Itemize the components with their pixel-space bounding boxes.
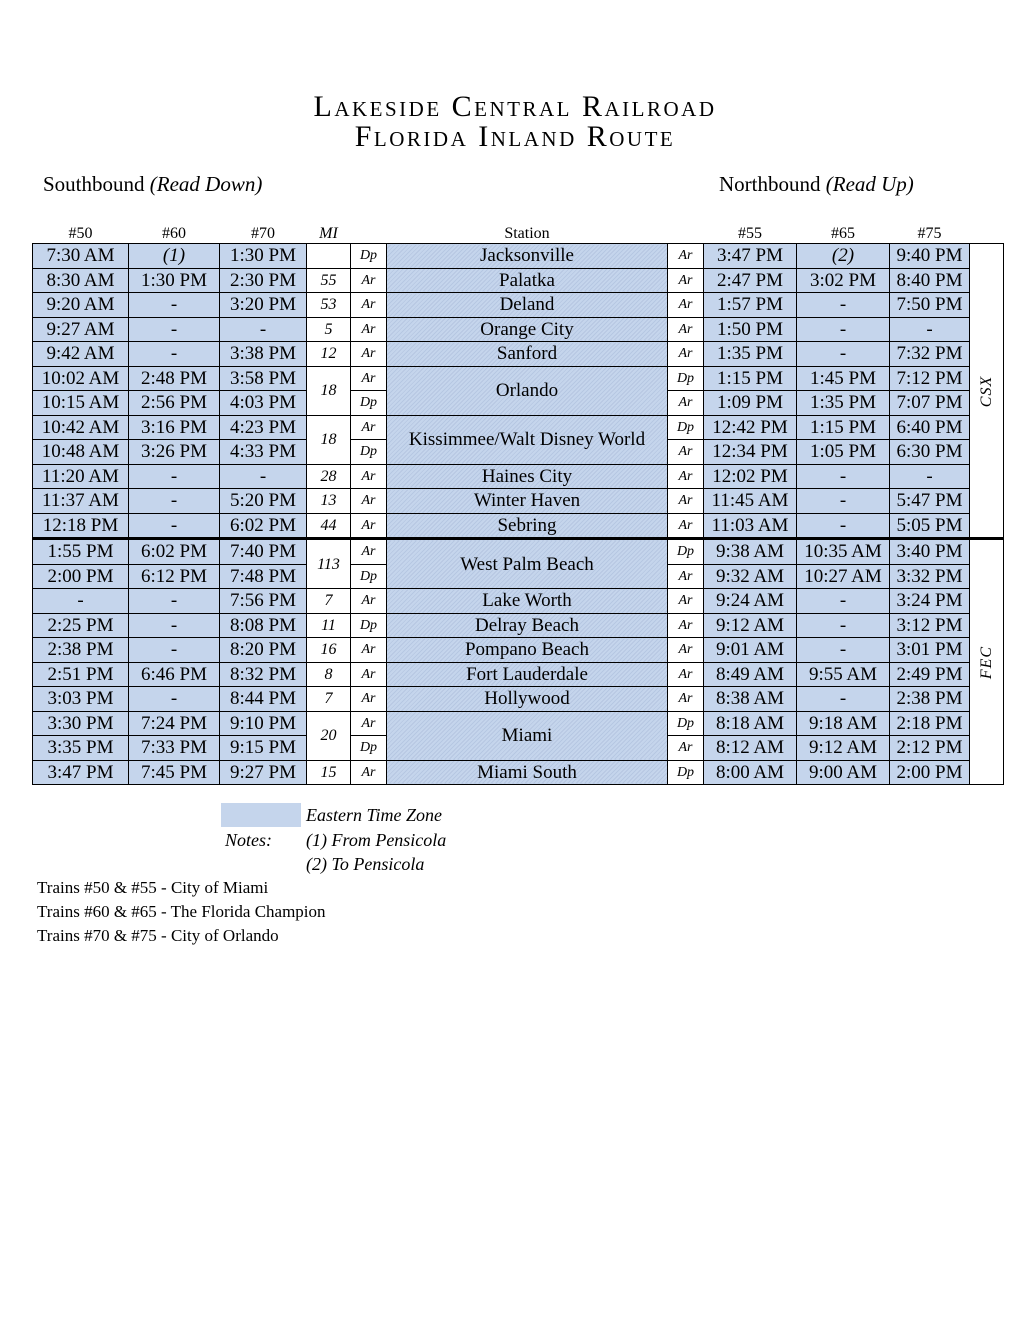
timetable-body (33, 244, 1004, 785)
time-60: - (129, 489, 220, 514)
time-70: 2:30 PM (220, 268, 307, 293)
northbound-arr-dep: Ar (668, 662, 704, 687)
northbound-arr-dep: Dp (668, 711, 704, 736)
northbound-arr-dep: Ar (668, 687, 704, 712)
time-50: 9:20 AM (33, 293, 129, 318)
time-75: - (890, 464, 970, 489)
time-70: 7:40 PM (220, 539, 307, 565)
time-55: 8:00 AM (704, 760, 797, 785)
time-55: 1:09 PM (704, 391, 797, 416)
time-60: (1) (129, 244, 220, 269)
southbound-arr-dep: Ar (351, 687, 387, 712)
time-65: (2) (797, 244, 890, 269)
station-name: Kissimmee/Walt Disney World (387, 415, 668, 464)
time-60: 3:16 PM (129, 415, 220, 440)
time-70: 8:08 PM (220, 613, 307, 638)
time-60: - (129, 342, 220, 367)
station-name: Haines City (387, 464, 668, 489)
time-65: - (797, 317, 890, 342)
station-name: Delray Beach (387, 613, 668, 638)
southbound-arr-dep: Ar (351, 489, 387, 514)
time-65: - (797, 613, 890, 638)
railroad-segment-label: CSX (978, 375, 996, 407)
time-70: 7:48 PM (220, 564, 307, 589)
time-60: 2:48 PM (129, 366, 220, 391)
mileage (307, 244, 351, 269)
railroad-segment-fec (970, 539, 1004, 785)
time-65: - (797, 464, 890, 489)
time-70: 1:30 PM (220, 244, 307, 269)
southbound-arr-dep: Ar (351, 464, 387, 489)
mileage: 11 (307, 613, 351, 638)
time-60: - (129, 613, 220, 638)
station-name: Hollywood (387, 687, 668, 712)
column-header-50: #50 (68, 225, 93, 242)
time-70: 8:20 PM (220, 638, 307, 663)
time-50: 10:02 AM (33, 366, 129, 391)
southbound-arr-dep: Ar (351, 760, 387, 785)
time-70: 8:44 PM (220, 687, 307, 712)
time-60: - (129, 638, 220, 663)
time-65: 1:05 PM (797, 440, 890, 465)
time-50: 9:42 AM (33, 342, 129, 367)
time-60: - (129, 464, 220, 489)
time-70: 3:38 PM (220, 342, 307, 367)
time-55: 12:42 PM (704, 415, 797, 440)
time-65: 9:12 AM (797, 736, 890, 761)
time-60: 7:33 PM (129, 736, 220, 761)
mileage: 15 (307, 760, 351, 785)
southbound-arr-dep: Dp (351, 736, 387, 761)
time-75: 3:32 PM (890, 564, 970, 589)
route-title: Florida Inland Route (354, 120, 676, 153)
mileage: 20 (307, 711, 351, 760)
time-75: 7:32 PM (890, 342, 970, 367)
timetable-row (33, 244, 1004, 269)
timetable-row (33, 366, 1004, 391)
timetable-row (33, 489, 1004, 514)
column-header-station: Station (504, 225, 550, 242)
time-55: 1:15 PM (704, 366, 797, 391)
southbound-arr-dep: Ar (351, 638, 387, 663)
station-name: Sanford (387, 342, 668, 367)
time-70: 9:27 PM (220, 760, 307, 785)
timetable-row (33, 638, 1004, 663)
time-70: - (220, 464, 307, 489)
mileage: 18 (307, 415, 351, 464)
time-55: 11:45 AM (704, 489, 797, 514)
mileage: 12 (307, 342, 351, 367)
northbound-arr-dep: Ar (668, 464, 704, 489)
time-65: 10:35 AM (797, 539, 890, 565)
northbound-arr-dep: Ar (668, 317, 704, 342)
time-70: 7:56 PM (220, 589, 307, 614)
time-60: - (129, 513, 220, 539)
time-70: 3:20 PM (220, 293, 307, 318)
time-70: 8:32 PM (220, 662, 307, 687)
mileage: 53 (307, 293, 351, 318)
mileage: 44 (307, 513, 351, 539)
southbound-arr-dep: Ar (351, 513, 387, 539)
northbound-arr-dep: Dp (668, 760, 704, 785)
time-55: 8:18 AM (704, 711, 797, 736)
railroad-title: Lakeside Central Railroad (313, 90, 717, 123)
time-75: 7:12 PM (890, 366, 970, 391)
time-50: 11:20 AM (33, 464, 129, 489)
time-65: - (797, 293, 890, 318)
time-75: 3:12 PM (890, 613, 970, 638)
time-65: - (797, 513, 890, 539)
northbound-arr-dep: Ar (668, 489, 704, 514)
timetable-row (33, 464, 1004, 489)
time-50: 3:47 PM (33, 760, 129, 785)
time-50: 3:30 PM (33, 711, 129, 736)
time-50: 3:35 PM (33, 736, 129, 761)
mileage: 113 (307, 539, 351, 589)
time-65: - (797, 687, 890, 712)
time-75: 6:40 PM (890, 415, 970, 440)
time-75: 2:12 PM (890, 736, 970, 761)
southbound-label: Southbound (Read Down) (43, 172, 263, 196)
time-55: 12:34 PM (704, 440, 797, 465)
southbound-arr-dep: Ar (351, 415, 387, 440)
time-75: 2:18 PM (890, 711, 970, 736)
southbound-arr-dep: Ar (351, 366, 387, 391)
station-name: Miami South (387, 760, 668, 785)
time-60: 7:45 PM (129, 760, 220, 785)
timetable-row (33, 513, 1004, 539)
time-50: 2:25 PM (33, 613, 129, 638)
time-70: 4:33 PM (220, 440, 307, 465)
time-75: 6:30 PM (890, 440, 970, 465)
station-name: Fort Lauderdale (387, 662, 668, 687)
train-name-line: Trains #50 & #55 - City of Miami (37, 878, 269, 897)
northbound-arr-dep: Ar (668, 736, 704, 761)
timetable-row (33, 415, 1004, 440)
time-65: 9:55 AM (797, 662, 890, 687)
time-55: 2:47 PM (704, 268, 797, 293)
northbound-arr-dep: Dp (668, 539, 704, 565)
station-name: Orange City (387, 317, 668, 342)
column-header-75: #75 (917, 225, 942, 242)
column-header-70: #70 (251, 225, 275, 242)
time-65: - (797, 342, 890, 367)
time-60: - (129, 317, 220, 342)
time-50: 7:30 AM (33, 244, 129, 269)
station-name: Sebring (387, 513, 668, 539)
northbound-arr-dep: Ar (668, 589, 704, 614)
time-50: 9:27 AM (33, 317, 129, 342)
time-55: 9:12 AM (704, 613, 797, 638)
time-75: 3:40 PM (890, 539, 970, 565)
northbound-arr-dep: Ar (668, 268, 704, 293)
time-75: 3:01 PM (890, 638, 970, 663)
time-65: - (797, 489, 890, 514)
time-50: 10:42 AM (33, 415, 129, 440)
northbound-arr-dep: Ar (668, 513, 704, 539)
northbound-arr-dep: Ar (668, 440, 704, 465)
time-60: 7:24 PM (129, 711, 220, 736)
time-60: 3:26 PM (129, 440, 220, 465)
time-50: 10:15 AM (33, 391, 129, 416)
time-70: 5:20 PM (220, 489, 307, 514)
time-zone-swatch (221, 803, 301, 827)
time-75: 5:47 PM (890, 489, 970, 514)
note-1: (1) From Pensicola (306, 830, 447, 850)
time-60: 2:56 PM (129, 391, 220, 416)
time-55: 9:24 AM (704, 589, 797, 614)
time-75: 5:05 PM (890, 513, 970, 539)
time-65: - (797, 589, 890, 614)
timetable-row (33, 589, 1004, 614)
mileage: 16 (307, 638, 351, 663)
column-header-60: #60 (162, 225, 186, 242)
northbound-arr-dep: Ar (668, 293, 704, 318)
time-50: 12:18 PM (33, 513, 129, 539)
northbound-arr-dep: Ar (668, 244, 704, 269)
time-70: 6:02 PM (220, 513, 307, 539)
timetable-row (33, 342, 1004, 367)
time-55: 9:32 AM (704, 564, 797, 589)
time-75: 8:40 PM (890, 268, 970, 293)
northbound-label: Northbound (Read Up) (719, 172, 914, 196)
station-name: Pompano Beach (387, 638, 668, 663)
time-50: 10:48 AM (33, 440, 129, 465)
time-50: 2:51 PM (33, 662, 129, 687)
time-65: 9:18 AM (797, 711, 890, 736)
time-70: 9:10 PM (220, 711, 307, 736)
time-55: 9:38 AM (704, 539, 797, 565)
time-60: - (129, 687, 220, 712)
timetable-row (33, 687, 1004, 712)
time-50: 8:30 AM (33, 268, 129, 293)
time-60: 6:02 PM (129, 539, 220, 565)
column-header-row (33, 218, 1004, 244)
timetable-row (33, 268, 1004, 293)
time-50: - (33, 589, 129, 614)
time-60: 1:30 PM (129, 268, 220, 293)
station-name: Orlando (387, 366, 668, 415)
time-70: 4:23 PM (220, 415, 307, 440)
time-50: 2:00 PM (33, 564, 129, 589)
northbound-arr-dep: Ar (668, 613, 704, 638)
time-70: - (220, 317, 307, 342)
time-65: 1:45 PM (797, 366, 890, 391)
mileage: 55 (307, 268, 351, 293)
time-75: 2:38 PM (890, 687, 970, 712)
mileage: 7 (307, 687, 351, 712)
southbound-arr-dep: Dp (351, 613, 387, 638)
station-name: Lake Worth (387, 589, 668, 614)
mileage: 28 (307, 464, 351, 489)
timetable-row (33, 760, 1004, 785)
station-name: Winter Haven (387, 489, 668, 514)
column-header-55: #55 (738, 225, 762, 242)
time-75: - (890, 317, 970, 342)
northbound-arr-dep: Dp (668, 366, 704, 391)
time-75: 2:49 PM (890, 662, 970, 687)
southbound-arr-dep: Ar (351, 268, 387, 293)
time-65: - (797, 638, 890, 663)
station-name: Palatka (387, 268, 668, 293)
time-75: 3:24 PM (890, 589, 970, 614)
southbound-arr-dep: Ar (351, 539, 387, 565)
timetable-row (33, 711, 1004, 736)
timetable-row (33, 662, 1004, 687)
northbound-arr-dep: Ar (668, 564, 704, 589)
time-55: 1:57 PM (704, 293, 797, 318)
time-70: 3:58 PM (220, 366, 307, 391)
time-55: 1:50 PM (704, 317, 797, 342)
mileage: 7 (307, 589, 351, 614)
time-60: - (129, 293, 220, 318)
train-name-line: Trains #60 & #65 - The Florida Champion (37, 902, 326, 921)
time-55: 8:49 AM (704, 662, 797, 687)
train-name-line: Trains #70 & #75 - City of Orlando (37, 926, 279, 945)
time-55: 8:38 AM (704, 687, 797, 712)
time-65: 3:02 PM (797, 268, 890, 293)
time-60: 6:46 PM (129, 662, 220, 687)
time-55: 9:01 AM (704, 638, 797, 663)
note-2: (2) To Pensicola (306, 854, 425, 874)
notes-label: Notes: (225, 830, 272, 850)
timetable-row (33, 293, 1004, 318)
southbound-arr-dep: Ar (351, 662, 387, 687)
southbound-arr-dep: Ar (351, 293, 387, 318)
northbound-arr-dep: Ar (668, 391, 704, 416)
time-55: 11:03 AM (704, 513, 797, 539)
mileage: 18 (307, 366, 351, 415)
time-55: 8:12 AM (704, 736, 797, 761)
timetable-row (33, 539, 1004, 565)
railroad-segment-csx (970, 244, 1004, 539)
time-50: 3:03 PM (33, 687, 129, 712)
southbound-arr-dep: Ar (351, 589, 387, 614)
southbound-arr-dep: Ar (351, 317, 387, 342)
mileage: 8 (307, 662, 351, 687)
time-60: - (129, 589, 220, 614)
timetable-row (33, 317, 1004, 342)
mileage: 5 (307, 317, 351, 342)
time-75: 7:07 PM (890, 391, 970, 416)
time-75: 2:00 PM (890, 760, 970, 785)
time-65: 1:15 PM (797, 415, 890, 440)
northbound-arr-dep: Dp (668, 415, 704, 440)
time-65: 1:35 PM (797, 391, 890, 416)
time-60: 6:12 PM (129, 564, 220, 589)
southbound-arr-dep: Ar (351, 342, 387, 367)
southbound-arr-dep: Dp (351, 440, 387, 465)
northbound-arr-dep: Ar (668, 638, 704, 663)
mileage: 13 (307, 489, 351, 514)
southbound-arr-dep: Dp (351, 391, 387, 416)
time-50: 11:37 AM (33, 489, 129, 514)
column-header-mi: MI (319, 225, 338, 242)
time-55: 1:35 PM (704, 342, 797, 367)
railroad-segment-label: FEC (978, 645, 996, 680)
time-65: 10:27 AM (797, 564, 890, 589)
southbound-arr-dep: Dp (351, 564, 387, 589)
column-header-65: #65 (831, 225, 855, 242)
southbound-arr-dep: Ar (351, 711, 387, 736)
timetable-row (33, 613, 1004, 638)
station-name: West Palm Beach (387, 539, 668, 589)
time-55: 3:47 PM (704, 244, 797, 269)
station-name: Deland (387, 293, 668, 318)
time-70: 4:03 PM (220, 391, 307, 416)
time-70: 9:15 PM (220, 736, 307, 761)
time-75: 9:40 PM (890, 244, 970, 269)
southbound-arr-dep: Dp (351, 244, 387, 269)
time-65: 9:00 AM (797, 760, 890, 785)
time-zone-legend: Eastern Time Zone (306, 805, 443, 825)
time-75: 7:50 PM (890, 293, 970, 318)
station-name: Jacksonville (387, 244, 668, 269)
time-55: 12:02 PM (704, 464, 797, 489)
station-name: Miami (387, 711, 668, 760)
timetable (32, 218, 1004, 785)
northbound-arr-dep: Ar (668, 342, 704, 367)
time-50: 2:38 PM (33, 638, 129, 663)
time-50: 1:55 PM (33, 539, 129, 565)
